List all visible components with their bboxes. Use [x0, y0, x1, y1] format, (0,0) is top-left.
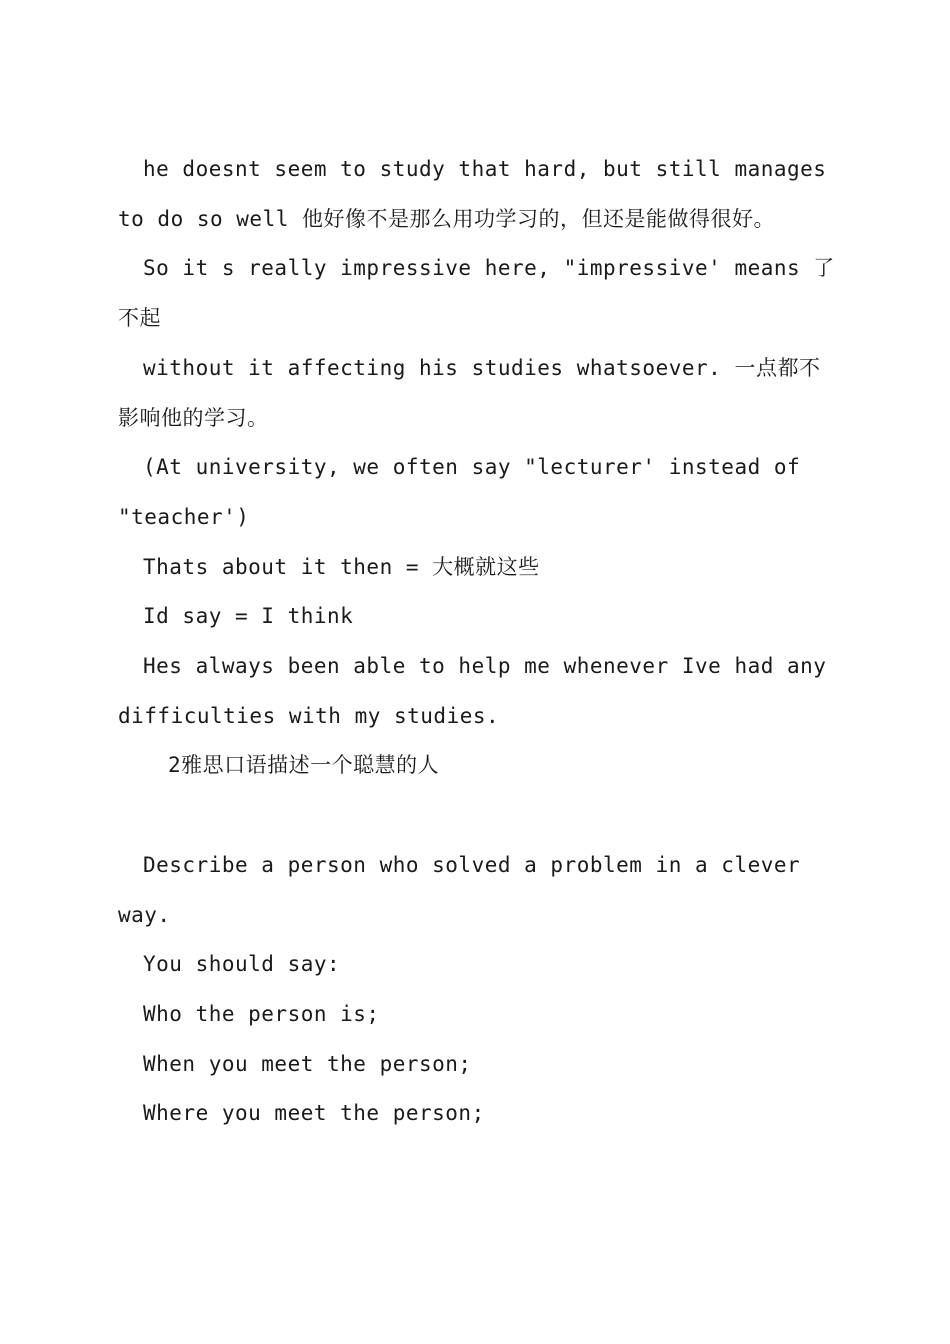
blank-line — [118, 791, 838, 841]
paragraph: So it s really impressive here, "impressive' means 了不起 — [118, 256, 835, 331]
paragraph: Thats about it then = 大概就这些 — [143, 554, 540, 579]
paragraph: without it affecting his studies whatsoever. 一点都不影响他的学习。 — [118, 355, 821, 430]
paragraph: Hes always been able to help me whenever Ive had any difficulties with my studies. — [118, 654, 827, 728]
document-body — [118, 145, 838, 1139]
section-heading: 2雅思口语描述一个聪慧的人 — [168, 753, 440, 778]
topic-point: Where you meet the person; — [143, 1101, 485, 1126]
paragraph: Id say = I think — [143, 604, 354, 629]
paragraph: (At university, we often say "lecturer' instead of "teacher') — [118, 455, 801, 529]
topic-point: When you meet the person; — [143, 1051, 472, 1076]
topic-prompt: Describe a person who solved a problem in a clever way. — [118, 852, 801, 927]
topic-point: Who the person is; — [143, 1001, 380, 1026]
topic-should-say: You should say: — [143, 952, 341, 977]
paragraph: he doesnt seem to study that hard, but still manages to do so well 他好像不是那么用功学习的，但还是能做得很好。 — [118, 157, 827, 231]
